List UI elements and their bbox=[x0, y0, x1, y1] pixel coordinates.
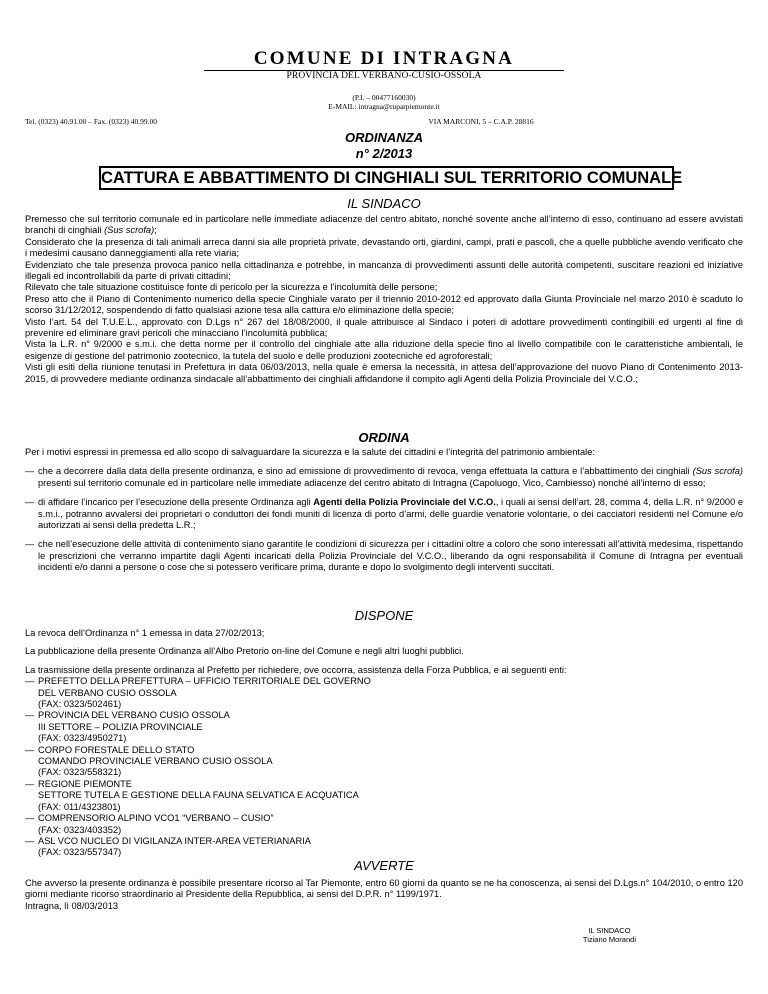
phone-fax: Tel. (0323) 40.91.00 – Fax. (0323) 40.99.00 bbox=[25, 117, 157, 126]
section-heading-dispone: DISPONE bbox=[354, 608, 414, 623]
section-heading-avverte: AVVERTE bbox=[354, 858, 414, 873]
recipient-entry: — ASL VCO NUCLEO DI VIGILANZA INTER-AREA VETERIANARIA (FAX: 0323/557347) bbox=[25, 836, 743, 859]
ordinance-heading bbox=[0, 130, 768, 162]
ordinance-number: n° 2/2013 bbox=[355, 146, 413, 161]
section-heading-sindaco: IL SINDACO bbox=[347, 196, 421, 211]
recipient-entry: — PREFETTO DELLA PREFETTURA – UFFICIO TERRITORIALE DEL GOVERNO DEL VERBANO CUSIO OSSOLA (FAX: 0323/502461) bbox=[25, 676, 743, 710]
dispone-item: La trasmissione della presente ordinanza al Prefetto per richiedere, ove occorra, assistenza della Forza Pubblica, e ai seguenti enti: bbox=[25, 664, 567, 675]
province-name: PROVINCIA DEL VERBANO-CUSIO-OSSOLA bbox=[286, 71, 482, 81]
recipient-entry: — COMPRENSORIO ALPINO VCO1 “VERBANO – CUSIO” (FAX: 0323/403352) bbox=[25, 813, 743, 836]
premise-paragraph: Vista la L.R. n° 9/2000 e s.m.i. che detta norme per il controllo del cinghiale atte alla riduzione della specie fino al livello compatibile con le caratteristiche ambientali, le esigenze di gestione del patrimonio zootecnico, la tutela del suolo e delle produzioni zootecniche ed agroforestali; bbox=[25, 339, 743, 361]
ordina-intro: Per i motivi espressi in premessa ed allo scopo di salvaguardare la sicurezza e la salute dei cittadini e l’integrità del patrimonio ambientale: bbox=[25, 447, 595, 457]
ordinance-label: ORDINANZA bbox=[345, 130, 423, 145]
premise-paragraph: Visto l’art. 54 del T.U.E.L., approvato con D.Lgs n° 267 del 18/08/2000, il quale attribuisce al Sindaco i poteri di adottare provvedimenti contingibili ed urgenti al fine di prevenire ed eliminare gravi pericoli che minacciano l’incolumità pubblica; bbox=[25, 316, 743, 339]
ordina-item: — di affidare l’incarico per l’esecuzione della presente Ordinanza agli Agenti della Polizia Provinciale del V.C.O., i quali ai sensi dell’art. 28, comma 4, della L.R. n° 9/2000 e s.m.i., potranno avvalersi dei proprietari o conduttori dei fondi muniti di licenza di porto d’armi, delle guardie venatorie volontarie, o dei cacciatori residenti nel Comune e/o autorizzati ai sensi della predetta L.R.; bbox=[25, 497, 743, 531]
municipality-title: COMUNE DI INTRAGNA bbox=[253, 48, 515, 69]
recipient-list bbox=[25, 676, 743, 859]
signature-name: Tiziano Morandi bbox=[582, 935, 636, 944]
premise-paragraph: Considerato che la presenza di tali animali arreca danni sia alle proprietà private, devastando orti, giardini, campi, prati e pascoli, che a quelle pubbliche avendo verificato che i medesimi causano danneggiamenti alla rete viaria; bbox=[25, 236, 743, 259]
section-heading-ordina: ORDINA bbox=[358, 430, 410, 445]
signature-block bbox=[583, 926, 636, 944]
premise-paragraph: Rilevato che tale situazione costituisce fonte di pericolo per la sicurezza e l’incolumità delle persone; bbox=[25, 282, 438, 293]
signature-role: IL SINDACO bbox=[588, 926, 631, 935]
recipient-entry: — CORPO FORESTALE DELLO STATO COMANDO PROVINCIALE VERBANO CUSIO OSSOLA (FAX: 0323/558321) bbox=[25, 745, 743, 779]
street-address: VIA MARCONI, 5 – C.A.P. 28816 bbox=[428, 117, 534, 126]
email-address: E-MAIL: intragna@ruparpiemonte.it bbox=[328, 102, 440, 111]
dispone-item: La pubblicazione della presente Ordinanza all’Albo Pretorio on-line del Comune e negli altri luoghi pubblici. bbox=[25, 646, 464, 657]
premise-paragraph: Visti gli esiti della riunione tenutasi in Prefettura in data 06/03/2013, nella quale è emersa la necessità, in attesa dell’approvazione del nuovo Piano di Contenimento 2013-2015, di provvedere mediante ordinanza sindacale all’abbattimento dei cinghiali affidandone il compito agli Agenti della Polizia Provinciale del V.C.O.; bbox=[25, 362, 743, 384]
dispone-item: La revoca dell’Ordinanza n° 1 emessa in data 27/02/2013; bbox=[25, 628, 265, 638]
dispone-block bbox=[25, 628, 743, 859]
ordina-item: — che a decorrere dalla data della presente ordinanza, e sino ad emissione di provvedimento di revoca, venga effettuata la cattura e l’abbattimento dei cinghiali (Sus scrofa) presenti sul territorio comunale ed in particolare nelle immediate adiacenze del centro abitato di Intragna (Capoluogo, Vico, Cambiesso) nonché all’interno di esso; bbox=[25, 466, 743, 489]
appeal-notice: Che avverso la presente ordinanza è possibile presentare ricorso al Tar Piemonte, entro 60 giorni da quanto se ne ha conoscenza, ai sensi del D.Lgs.n° 104/2010, o entro 120 giorni mediante ricorso straordinario al Presidente della Repubblica, ai sensi del D.P.R. n° 1199/1971. bbox=[25, 878, 743, 900]
place-date: Intragna, lì 08/03/2013 bbox=[25, 900, 119, 911]
premise-paragraph: Premesso che sul territorio comunale ed in particolare nelle immediate adiacenze del centro abitato, nonché sovente anche all’interno di esso, continuano ad essere avvistati branchi di cinghiali (Sus scrofa); bbox=[25, 214, 743, 236]
recipient-entry: — PROVINCIA DEL VERBANO CUSIO OSSOLA III SETTORE – POLIZIA PROVINCIALE (FAX: 0323/4950271) bbox=[25, 710, 743, 744]
avverte-block bbox=[25, 878, 743, 912]
ordina-item: — che nell’esecuzione delle attività di contenimento siano garantite le condizioni di sicurezza per i cittadini oltre a coloro che sono interessati all’attività medesima, rispettando le prescrizioni che verranno impartite dagli Agenti incaricati della Polizia Provinciale del V.C.O., liberando da ogni responsabilità il Comune di Intragna per eventuali incidenti e/o danni a persone o cose che si potessero verificare prima, durante e dopo lo svolgimento degli interventi succitati. bbox=[25, 539, 743, 573]
recipient-entry: — REGIONE PIEMONTE SETTORE TUTELA E GESTIONE DELLA FAUNA SELVATICA E ACQUATICA (FAX: 011/4323801) bbox=[25, 779, 743, 813]
premises-block bbox=[25, 214, 743, 385]
premise-paragraph: Evidenziato che tale presenza provoca panico nella cittadinanza e potrebbe, in mancanza di provvedimenti assunti delle autorità competenti, suscitare reazioni ed iniziative illegali ed incontrollabili da parte di privati cittadini; bbox=[25, 259, 743, 282]
ordina-block bbox=[25, 447, 743, 574]
ordinance-subject-banner: CATTURA E ABBATTIMENTO DI CINGHIALI SUL TERRITORIO COMUNALE bbox=[99, 166, 674, 190]
premise-paragraph: Preso atto che il Piano di Contenimento numerico della specie Cinghiale varato per il triennio 2010-2012 ed approvato dalla Giunta Provinciale nel marzo 2010 è scaduto lo scorso 31/12/2012, sospendendo di fatto qualsiasi azione tesa alla cattura e/o eliminazione della specie; bbox=[25, 293, 743, 316]
vat-number: (P.I. – 00477160030) bbox=[352, 93, 416, 102]
